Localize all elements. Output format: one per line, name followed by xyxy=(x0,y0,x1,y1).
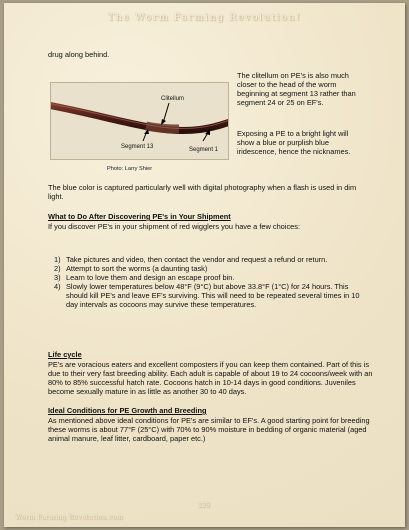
photo-caption: Photo: Larry Shier xyxy=(107,166,153,172)
worm-illustration xyxy=(51,83,228,159)
page-number: 129 xyxy=(198,502,210,509)
footer-site: Worm Farming Revolution.com xyxy=(15,514,123,521)
section-heading-discover: What to Do After Discovering PE's in Your Shipment xyxy=(48,212,231,221)
label-segment-13: Segment 13 xyxy=(121,144,154,150)
worm-photo xyxy=(50,82,229,160)
header-title: The Worm Farming Revolution! xyxy=(107,12,302,23)
side-paragraph-2: Exposing a PE to a bright light will show a blue or purplish blue iridescence, hence the nicknames. xyxy=(237,129,351,157)
list-item: 4) Slowly lower temperatures below 48°F (9°C) but above 33.8°F (1°C) for 24 hours. This should kill PE's and leave EF's surviving. This will need to be repeated several times in 10 day intervals as cocoons may survive these temperatures. xyxy=(54,282,360,310)
ideal-conditions-paragraph: As mentioned above ideal conditions for PE's are similar to EF's. A good starting point for breeding these worms is about 77°F (25°C) with 70% to 90% moisture in bedding of organic material (aged animal manure, leaf litter, cardboard, paper etc.) xyxy=(48,416,370,444)
discover-intro: If you discover PE's in your shipment of red wigglers you have a few choices: xyxy=(48,222,300,231)
blue-color-paragraph: The blue color is captured particularly well with digital photography when a flash is used in dim light. xyxy=(48,183,357,202)
document-page xyxy=(4,3,405,527)
section-heading-ideal-conditions: Ideal Conditions for PE Growth and Breeding xyxy=(48,406,207,415)
label-clitellum: Clitellum xyxy=(161,96,185,102)
life-cycle-paragraph: PE's are voracious eaters and excellent composters if you can keep them contained. Part of this is due to their very fast breeding ability. Each adult is capable of about 19 to 24 cocoons/week with an 80% to 85% successful hatch rate. Cocoons hatch in 10-14 days in good conditions. Juveniles become sexually mature in as little as another 30 to 40 days. xyxy=(48,360,373,397)
intro-line: drug along behind. xyxy=(48,50,110,59)
list-item: 1) Take pictures and video, then contact the vendor and request a refund or return. xyxy=(54,255,328,264)
side-paragraph-1: The clitellum on PE's is also much closer to the head of the worm beginning at segment 13 rather than segment 24 or 25 on EF's. xyxy=(237,71,356,108)
list-item: 2) Attempt to sort the worms (a daunting task) xyxy=(54,264,208,274)
label-segment-1: Segment 1 xyxy=(189,147,219,153)
choices-list xyxy=(48,255,368,310)
section-heading-life-cycle: Life cycle xyxy=(48,350,82,359)
list-item: 3) Learn to love them and design an escape proof bin. xyxy=(54,273,235,283)
